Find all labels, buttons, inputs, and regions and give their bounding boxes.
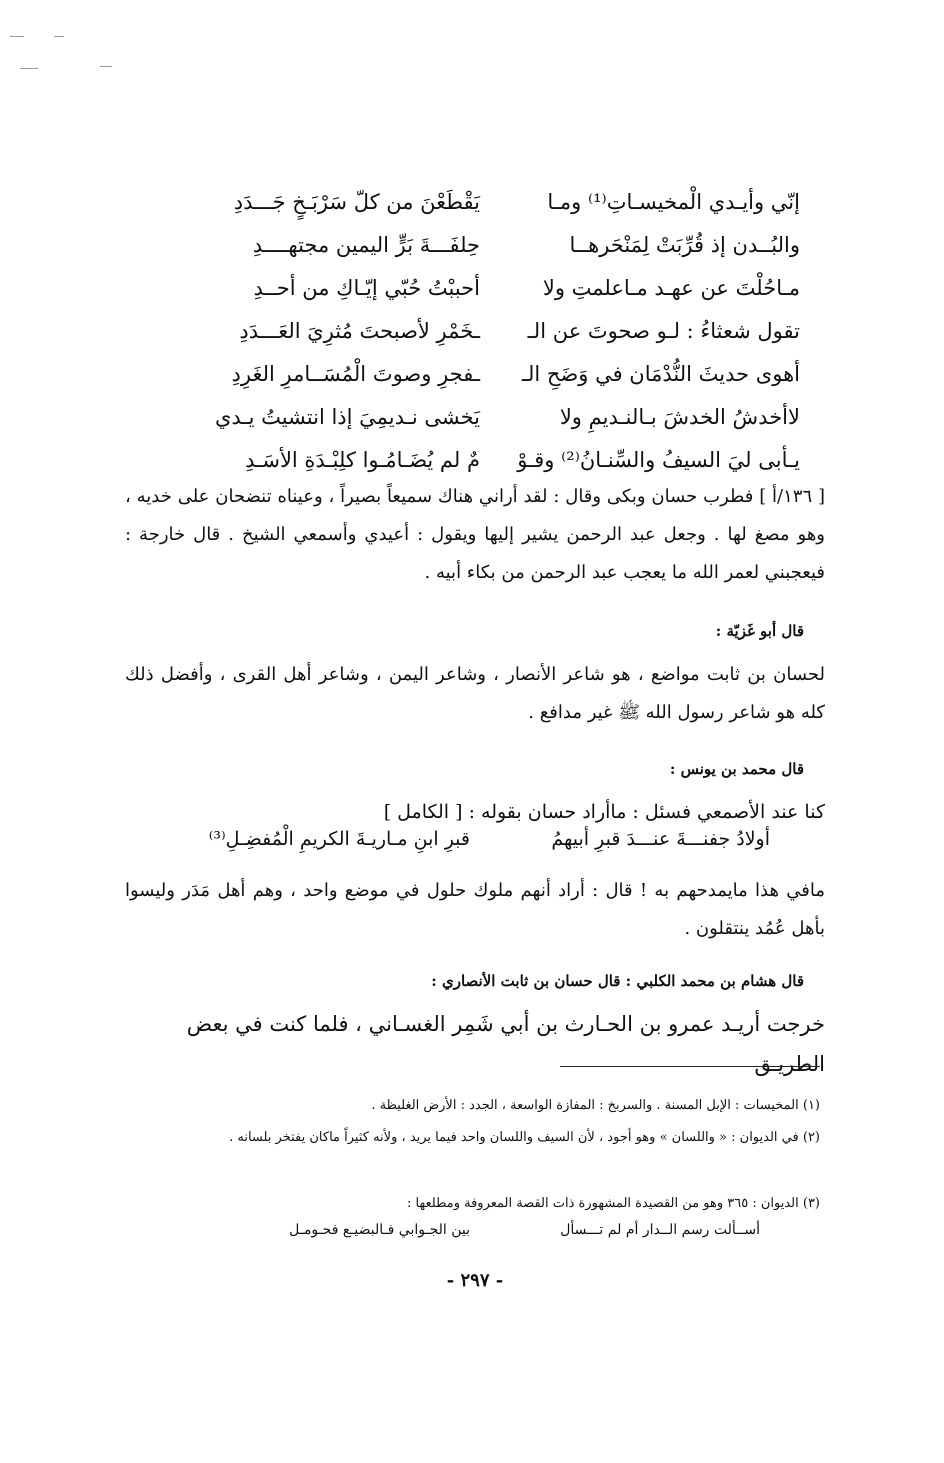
paragraph-asmai-answer: مافي هذا مايمدحهم به ! قال : أراد أنهم ملوك حلول في موضع واحد ، وهم أهل مَدَر وليسوا بأهل عُمُد ينتقلون . bbox=[125, 880, 825, 939]
verse-first-hemistich: أولادُ جفنـــةَ عنـــدَ قبرِ أبيهمُ bbox=[551, 828, 770, 850]
verse-first-hemistich: إنّي وأيـدي الْمخيسـاتِ⁽¹⁾ ومـا bbox=[547, 189, 800, 214]
footnote-separator bbox=[560, 1066, 820, 1067]
paragraph-asmai-question: كنا عند الأصمعي فسئل : ماأراد حسان بقوله : [ الكامل ] bbox=[383, 801, 825, 823]
verse-second-hemistich: بين الجـوابي فـالبضيـع فحـومـل bbox=[289, 1222, 470, 1238]
paragraph-hassan-status: لحسان بن ثابت مواضع ، هو شاعر الأنصار ، وشاعر اليمن ، وشاعر أهل القرى ، وأفضل ذلك كله هو شاعر رسول الله ﷺ غير مدافع . bbox=[125, 664, 825, 723]
poem-verse bbox=[180, 309, 800, 352]
verse-second-hemistich: قبرِ ابنِ مـاريـةَ الكريمِ الْمُفضِـلِ⁽³⁾ bbox=[208, 828, 470, 850]
poem-verse bbox=[180, 223, 800, 266]
quoted-verse bbox=[170, 828, 770, 850]
section-heading-hisham-al-kalbi: قال هشام بن محمد الكلبي : قال حسان بن ثابت الأنصاري : bbox=[431, 972, 804, 990]
verse-second-hemistich: حِلفَـــةَ بَرٍّ اليمين مجتهــــدِ bbox=[252, 232, 480, 257]
verse-second-hemistich: أحببْتُ حُبّي إيّـاكِ من أحــدِ bbox=[253, 275, 480, 300]
verse-second-hemistich: يَخشى نـديمِيَ إذا انتشيتُ يـدي bbox=[214, 404, 480, 429]
verse-first-hemistich: أســألت رسم الــدار أم لم تـــسأل bbox=[560, 1222, 760, 1238]
paragraph-weeping: [ ١٣٦/أ ] فطرب حسان وبكى وقال : لقد أراني هناك سميعاً بصيراً ، وعيناه تنضحان على خديه ، وهو مصغ لها . وجعل عبد الرحمن يشير إليها ويقول : أعيدي وأسمعي الشيخ . قال خارجة : فيعجبني لعمر الله ما يعجب عبد الرحمن من بكاء أبيه . bbox=[125, 486, 825, 583]
footnote-3-verse bbox=[200, 1222, 760, 1238]
verse-first-hemistich: تقول شعثاءُ : لـو صحوتَ عن الـ bbox=[527, 318, 800, 343]
verse-second-hemistich: ـخَمْرِ لأصبحتَ مُثرِيَ العَـــدَدِ bbox=[239, 318, 480, 343]
poem-verse bbox=[180, 438, 800, 481]
page-number: - ٢٩٧ - bbox=[446, 1270, 504, 1291]
section-heading-muhammad-ibn-yunus: قال محمد بن يونس : bbox=[669, 760, 804, 778]
poem bbox=[180, 180, 800, 481]
verse-first-hemistich: مـاحُلْتَ عن عهـد مـاعلمتِ ولا bbox=[542, 275, 800, 300]
footnote-2: (٢) في الديوان : « واللسان » وهو أجود ، لأن السيف واللسان واحد فيما يريد ، ولأنه كثيراً ماكان يفتخر بلسانه . bbox=[229, 1130, 820, 1145]
verse-first-hemistich: لاأخدشُ الخدشَ بـالنـديمِ ولا bbox=[559, 404, 800, 429]
verse-second-hemistich: يَقْطَعْنَ من كلّ سَرْبَـخٍ جَـــدَدِ bbox=[233, 189, 480, 214]
scan-artifact-marks bbox=[10, 36, 120, 76]
section-heading-abu-ghaziyya: قال أبو غَزيّة : bbox=[715, 622, 804, 640]
poem-verse bbox=[180, 395, 800, 438]
poem-verse bbox=[180, 352, 800, 395]
poem-verse bbox=[180, 266, 800, 309]
verse-first-hemistich: أهوى حديثَ النُّدْمَان في وَضَحِ الـ bbox=[521, 361, 800, 386]
paragraph-hassan-journey: خرجت أريـد عمرو بن الحـارث بن أبي شَمِر الغسـاني ، فلما كنت في بعض الطريـق bbox=[186, 1012, 825, 1076]
verse-second-hemistich: مٌ لم يُضَـامُـوا كلِبْـدَةِ الأسَـدِ bbox=[245, 447, 480, 472]
footnote-1: (١) المخيسات : الإبل المسنة . والسربخ : المفازة الواسعة ، الجدد : الأرض الغليظة . bbox=[371, 1098, 820, 1113]
verse-first-hemistich: يـأبى ليَ السيفُ والسِّنـانُ⁽²⁾ وقـوْ bbox=[517, 447, 800, 472]
footnote-3: (٣) الديوان : ٣٦٥ وهو من القصيدة المشهورة ذات القصة المعروفة ومطلعها : bbox=[407, 1196, 820, 1211]
verse-second-hemistich: ـفجرِ وصوتَ الْمُسَــامرِ الغَرِدِ bbox=[231, 361, 480, 386]
verse-first-hemistich: والبُــدن إذ قُرِّبَتْ لِمَنْحَرهــا bbox=[569, 232, 800, 257]
poem-verse bbox=[180, 180, 800, 223]
